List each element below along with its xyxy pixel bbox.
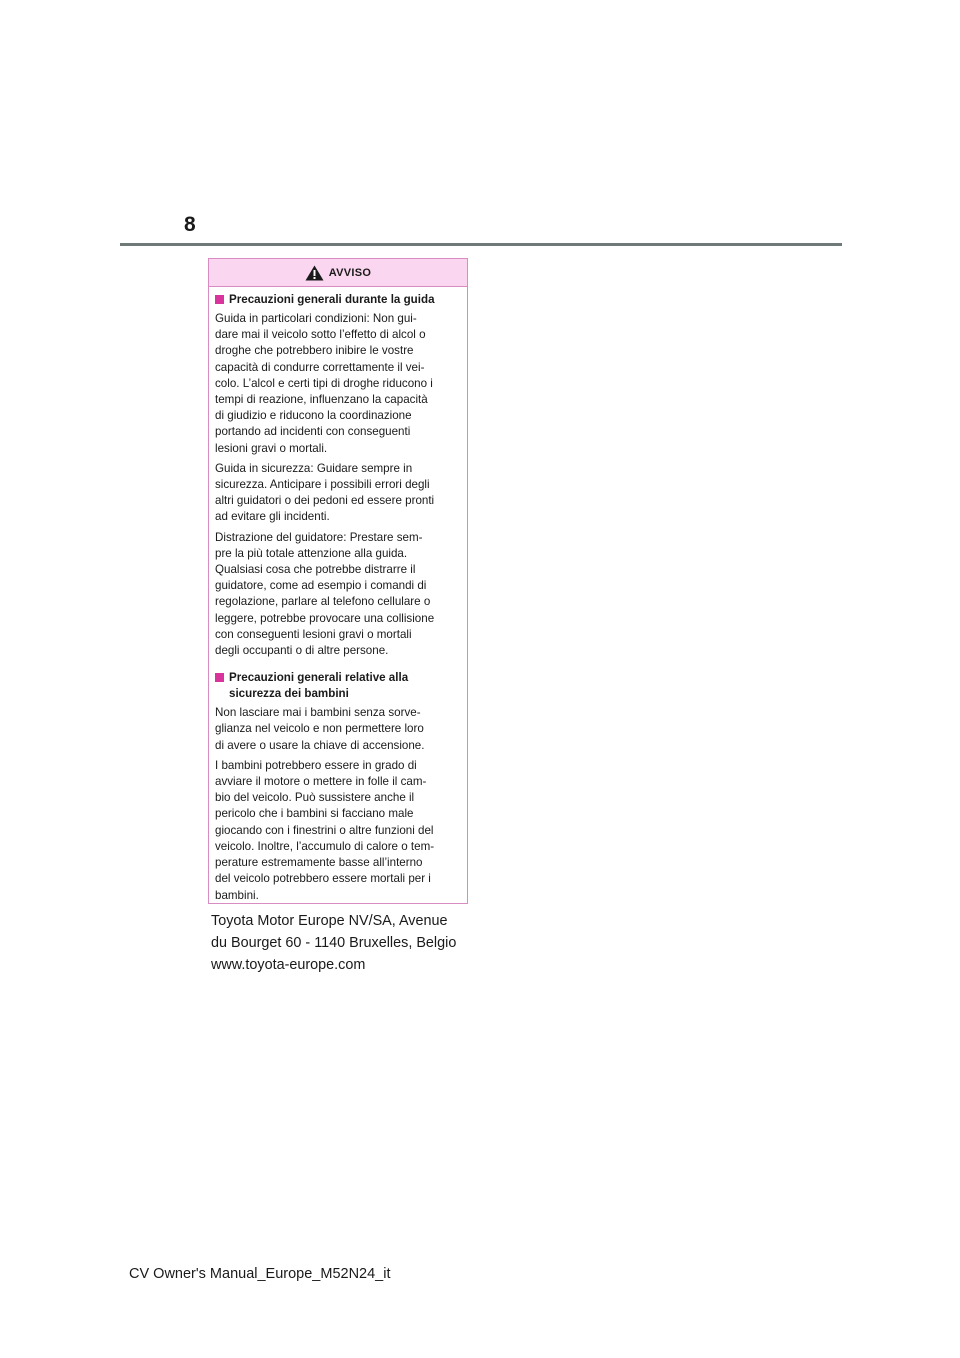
- publisher-website: www.toyota-europe.com: [211, 957, 366, 973]
- paragraph-line: Guida in sicurezza: Guidare sempre in: [215, 461, 413, 475]
- paragraph-line: pre la più totale attenzione alla guida.: [215, 546, 408, 560]
- warning-paragraph: [215, 530, 460, 660]
- paragraph-line: con conseguenti lesioni gravi o mortali: [215, 627, 412, 641]
- section-heading: [215, 292, 460, 308]
- paragraph-line: del veicolo potrebbero essere mortali per i: [215, 872, 431, 886]
- paragraph-line: di avere o usare la chiave di accensione.: [215, 738, 425, 752]
- publisher-line: Toyota Motor Europe NV/SA, Avenue: [211, 913, 448, 929]
- paragraph-line: altri guidatori o dei pedoni ed essere pronti: [215, 494, 435, 508]
- paragraph-line: portando ad incidenti con conseguenti: [215, 425, 411, 439]
- heading-line: sicurezza dei bambini: [229, 687, 349, 701]
- square-bullet-icon: [215, 673, 224, 682]
- publisher-address: [211, 910, 511, 976]
- paragraph-line: sicurezza. Anticipare i possibili errori degli: [215, 478, 430, 492]
- paragraph-line: tempi di reazione, influenzano la capacità: [215, 393, 428, 407]
- paragraph-line: leggere, potrebbe provocare una collisione: [215, 611, 435, 625]
- square-bullet-icon: [215, 295, 224, 304]
- paragraph-line: ad evitare gli incidenti.: [215, 510, 330, 524]
- warning-triangle-icon: [305, 265, 324, 281]
- paragraph-line: Distrazione del guidatore: Prestare sem-: [215, 530, 423, 544]
- page-number: 8: [184, 213, 196, 236]
- section-heading-text: [229, 292, 435, 308]
- paragraph-line: capacità di condurre correttamente il vei-: [215, 360, 425, 374]
- paragraph-line: glianza nel veicolo e non permettere loro: [215, 722, 424, 736]
- paragraph-line: Non lasciare mai i bambini senza sorve-: [215, 706, 421, 720]
- paragraph-line: lesioni gravi o mortali.: [215, 441, 328, 455]
- paragraph-line: droghe che potrebbero inibire le vostre: [215, 344, 414, 358]
- warning-header: [209, 259, 467, 287]
- paragraph-line: Guida in particolari condizioni: Non gui-: [215, 312, 417, 325]
- paragraph-line: perature estremamente basse all’interno: [215, 856, 423, 870]
- warning-paragraph: [215, 758, 460, 904]
- paragraph-line: bambini.: [215, 888, 259, 902]
- paragraph-line: I bambini potrebbero essere in grado di: [215, 758, 417, 772]
- paragraph-line: dare mai il veicolo sotto l’effetto di alcol o: [215, 328, 426, 342]
- paragraph-line: degli occupanti o di altre persone.: [215, 644, 389, 658]
- paragraph-line: giocando con i finestrini o altre funzioni del: [215, 823, 434, 837]
- paragraph-line: bio del veicolo. Può sussistere anche il: [215, 791, 415, 805]
- warning-box: [208, 258, 468, 904]
- warning-paragraph: [215, 705, 460, 754]
- heading-line: Precauzioni generali relative alla: [229, 671, 409, 685]
- warning-body: [209, 287, 467, 903]
- section-heading-text: [229, 670, 408, 702]
- header-rule: [120, 243, 842, 246]
- section-gap: [215, 663, 460, 669]
- publisher-line: du Bourget 60 - 1140 Bruxelles, Belgio: [211, 935, 457, 951]
- paragraph-line: colo. L’alcol e certi tipi di droghe riducono i: [215, 376, 433, 390]
- footer-document-id: CV Owner's Manual_Europe_M52N24_it: [129, 1266, 391, 1282]
- paragraph-line: guidatore, come ad esempio i comandi di: [215, 579, 427, 593]
- paragraph-line: Qualsiasi cosa che potrebbe distrarre il: [215, 563, 416, 577]
- heading-line: Precauzioni generali durante la guida: [229, 293, 435, 306]
- paragraph-line: avviare il motore o mettere in folle il cam-: [215, 775, 427, 789]
- warning-paragraph: [215, 311, 460, 457]
- paragraph-line: di giudizio e riducono la coordinazione: [215, 409, 412, 423]
- paragraph-line: pericolo che i bambini si facciano male: [215, 807, 414, 821]
- paragraph-line: regolazione, parlare al telefono cellulare o: [215, 595, 431, 609]
- paragraph-line: veicolo. Inoltre, l’accumulo di calore o tem-: [215, 839, 435, 853]
- warning-paragraph: [215, 461, 460, 526]
- warning-title: AVVISO: [328, 266, 372, 279]
- section-heading: [215, 670, 460, 702]
